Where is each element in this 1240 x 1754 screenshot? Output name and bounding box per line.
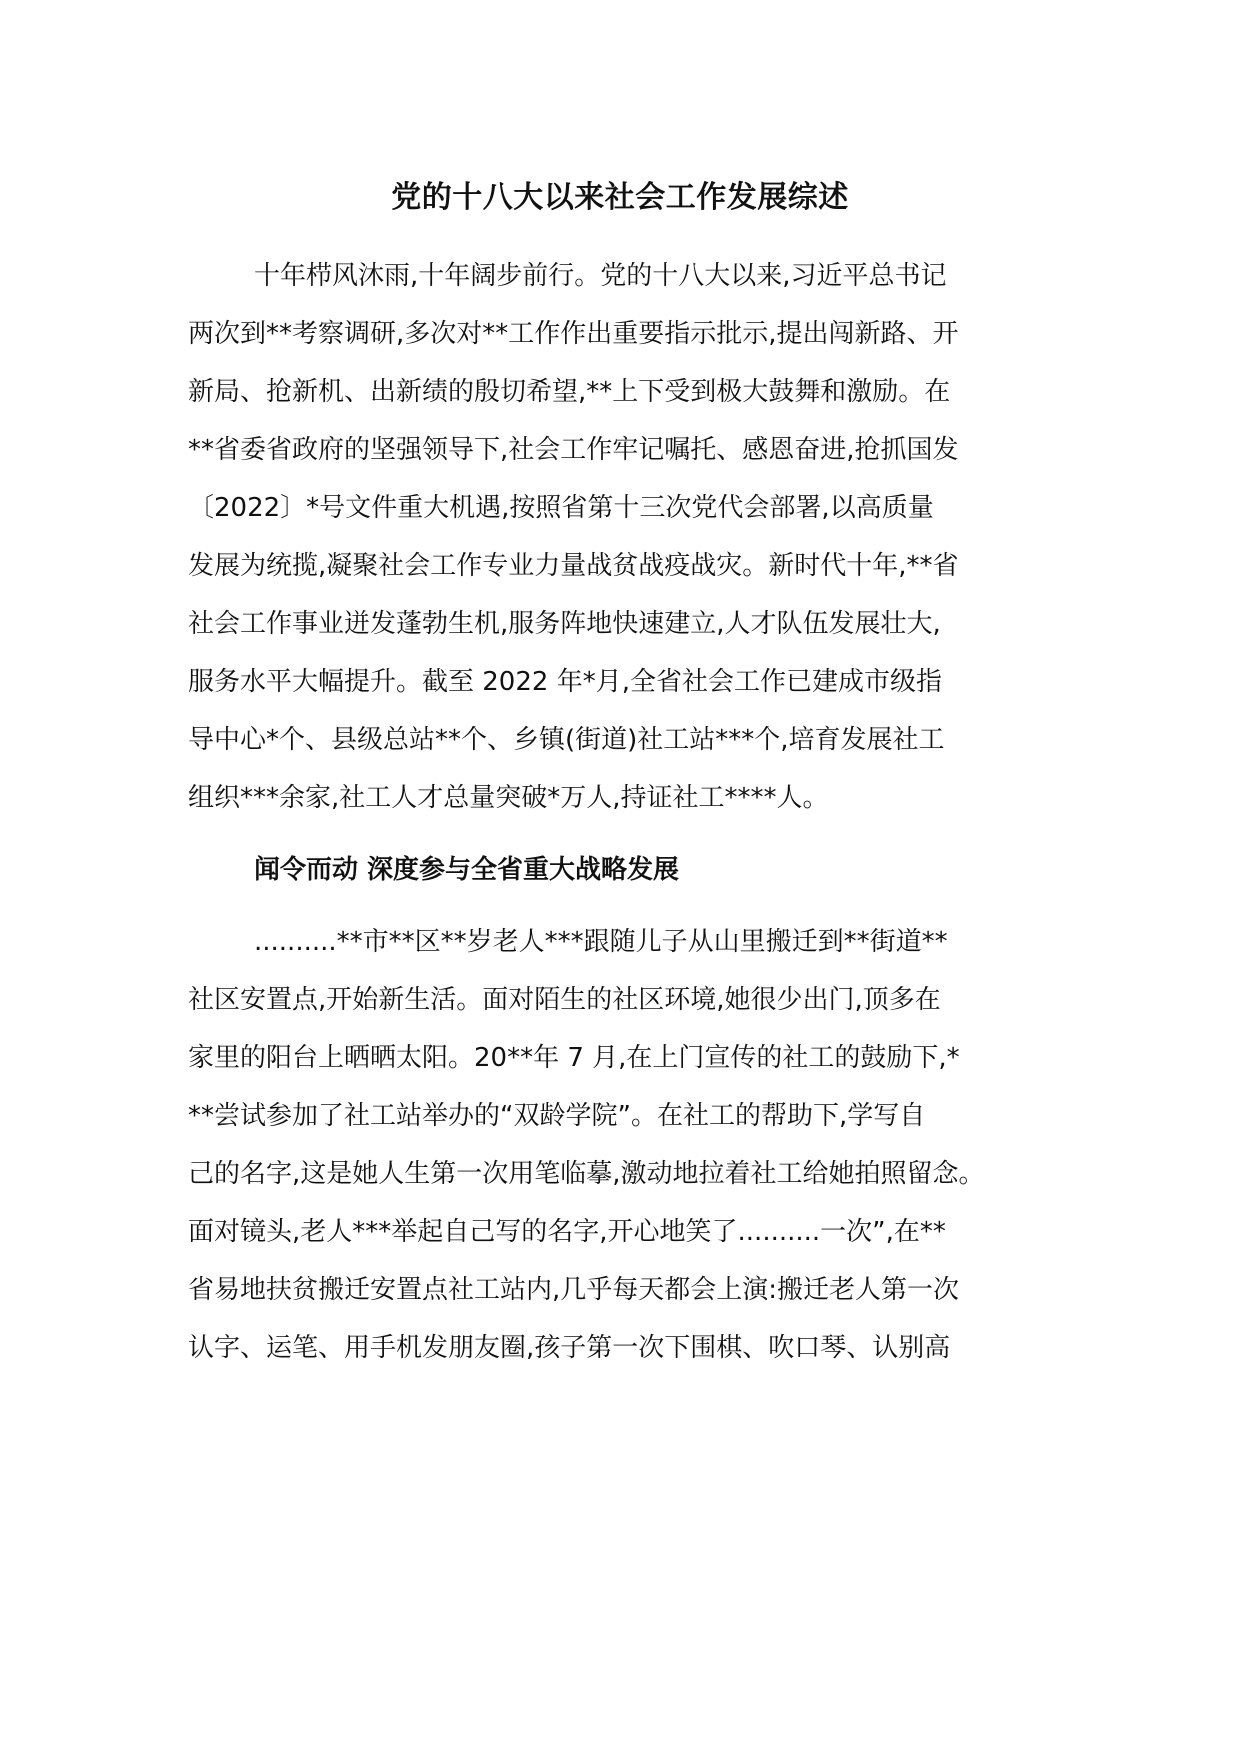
paragraph-1-line: 社会工作事业迸发蓬勃生机,服务阵地快速建立,人才队伍发展壮大, (188, 609, 941, 639)
paragraph-2-line: **尝试参加了社工站举办的“双龄学院”。在社工的帮助下,学写自 (188, 1101, 926, 1131)
paragraph-2-line: 省易地扶贫搬迁安置点社工站内,几乎每天都会上演:搬迁老人第一次 (188, 1275, 960, 1305)
paragraph-1-line: 〔2022〕*号文件重大机遇,按照省第十三次党代会部署,以高质量 (188, 493, 934, 523)
paragraph-2-line: ..........**市**区**岁老人***跟随儿子从山里搬迁到**街道** (254, 927, 948, 957)
paragraph-2-line: 面对镜头,老人***举起自己写的名字,开心地笑了..........一次”,在** (188, 1217, 946, 1247)
paragraph-2-line: 己的名字,这是她人生第一次用笔临摹,激动地拉着社工给她拍照留念。 (188, 1159, 985, 1189)
paragraph-1-line: 组织***余家,社工人才总量突破*万人,持证社工****人。 (188, 783, 829, 813)
paragraph-1-line: 导中心*个、县级总站**个、乡镇(街道)社工站***个,培育发展社工 (188, 725, 945, 755)
paragraph-1-line: 十年栉风沐雨,十年阔步前行。党的十八大以来,习近平总书记 (254, 261, 947, 291)
paragraph-1-line: 新局、抢新机、出新绩的殷切希望,**上下受到极大鼓舞和激励。在 (188, 377, 951, 407)
paragraph-2-line: 家里的阳台上晒晒太阳。20**年 7 月,在上门宣传的社工的鼓励下,* (188, 1043, 960, 1073)
section-heading: 闻令而动 深度参与全省重大战略发展 (254, 855, 680, 885)
paragraph-2-line: 社区安置点,开始新生活。面对陌生的社区环境,她很少出门,顶多在 (188, 985, 941, 1015)
paragraph-1-line: 服务水平大幅提升。截至 2022 年*月,全省社会工作已建成市级指 (188, 667, 942, 697)
document-title: 党的十八大以来社会工作发展综述 (391, 180, 849, 215)
paragraph-1-line: 两次到**考察调研,多次对**工作作出重要指示批示,提出闯新路、开 (188, 319, 959, 349)
paragraph-2-line: 认字、运笔、用手机发朋友圈,孩子第一次下围棋、吹口琴、认别高 (188, 1333, 951, 1363)
paragraph-1-line: **省委省政府的坚强领导下,社会工作牢记嘱托、感恩奋进,抢抓国发 (188, 435, 959, 465)
paragraph-1-line: 发展为统揽,凝聚社会工作专业力量战贫战疫战灾。新时代十年,**省 (188, 551, 959, 581)
